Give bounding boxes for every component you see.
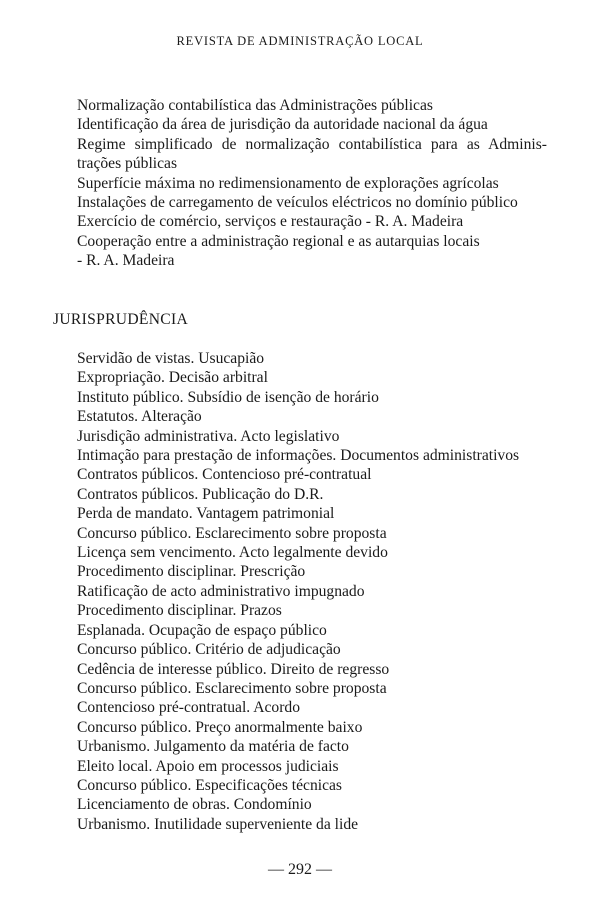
list-item: Contratos públicos. Publicação do D.R. (77, 485, 324, 503)
list-item: Esplanada. Ocupação de espaço público (77, 621, 327, 639)
case-list (77, 349, 547, 834)
list-item: Concurso público. Esclarecimento sobre proposta (77, 524, 387, 542)
list-item: Normalização contabilística das Administrações públicas (77, 97, 433, 114)
list-item: Instalações de carregamento de veículos eléctricos no domínio público (77, 194, 518, 212)
list-item: Expropriação. Decisão arbitral (77, 369, 268, 387)
list-item: Concurso público. Especificações técnicas (77, 776, 342, 794)
section-heading: JURISPRUDÊNCIA (53, 311, 189, 328)
running-head: REVISTA DE ADMINISTRAÇÃO LOCAL (176, 34, 424, 48)
list-item: Intimação para prestação de informações. Documentos administrativos (77, 447, 520, 465)
list-item: - R. A. Madeira (77, 252, 175, 270)
list-item: Urbanismo. Inutilidade superveniente da lide (77, 815, 359, 833)
list-item: Procedimento disciplinar. Prescrição (77, 563, 306, 581)
list-item: Instituto público. Subsídio de isenção de horário (77, 388, 379, 406)
list-item: Cedência de interesse público. Direito de regresso (77, 660, 390, 678)
list-item: Contencioso pré-contratual. Acordo (77, 699, 301, 717)
list-item: Licenciamento de obras. Condomínio (77, 796, 312, 814)
list-item: Perda de mandato. Vantagem patrimonial (77, 505, 335, 523)
list-item: Estatutos. Alteração (77, 408, 202, 426)
list-item: Exercício de comércio, serviços e restauração - R. A. Madeira (77, 213, 464, 231)
list-item: Concurso público. Preço anormalmente baixo (77, 718, 363, 736)
list-item: Servidão de vistas. Usucapião (77, 350, 265, 367)
list-item: Jurisdição administrativa. Acto legislativo (77, 427, 340, 445)
list-item: Procedimento disciplinar. Prazos (77, 602, 282, 620)
page-number: — 292 — (268, 861, 332, 878)
list-item: Identificação da área de jurisdição da autoridade nacional da água (77, 116, 488, 134)
list-item: Eleito local. Apoio em processos judiciais (77, 757, 339, 775)
list-item: Cooperação entre a administração regional e as autarquias locais (77, 232, 480, 250)
list-item: Licença sem vencimento. Acto legalmente devido (77, 544, 388, 562)
list-item: trações públicas (77, 155, 178, 173)
list-item: Contratos públicos. Contencioso pré-contratual (77, 466, 372, 484)
list-item: Regime simplificado de normalização contabilística para as Adminis- (77, 135, 547, 153)
list-item: Superfície máxima no redimensionamento de explorações agrícolas (77, 174, 499, 192)
list-item: Urbanismo. Julgamento da matéria de facto (77, 738, 349, 756)
list-item: Concurso público. Esclarecimento sobre proposta (77, 679, 387, 697)
list-item: Concurso público. Critério de adjudicação (77, 641, 341, 659)
intro-list (77, 96, 547, 271)
list-item: Ratificação de acto administrativo impugnado (77, 582, 365, 600)
